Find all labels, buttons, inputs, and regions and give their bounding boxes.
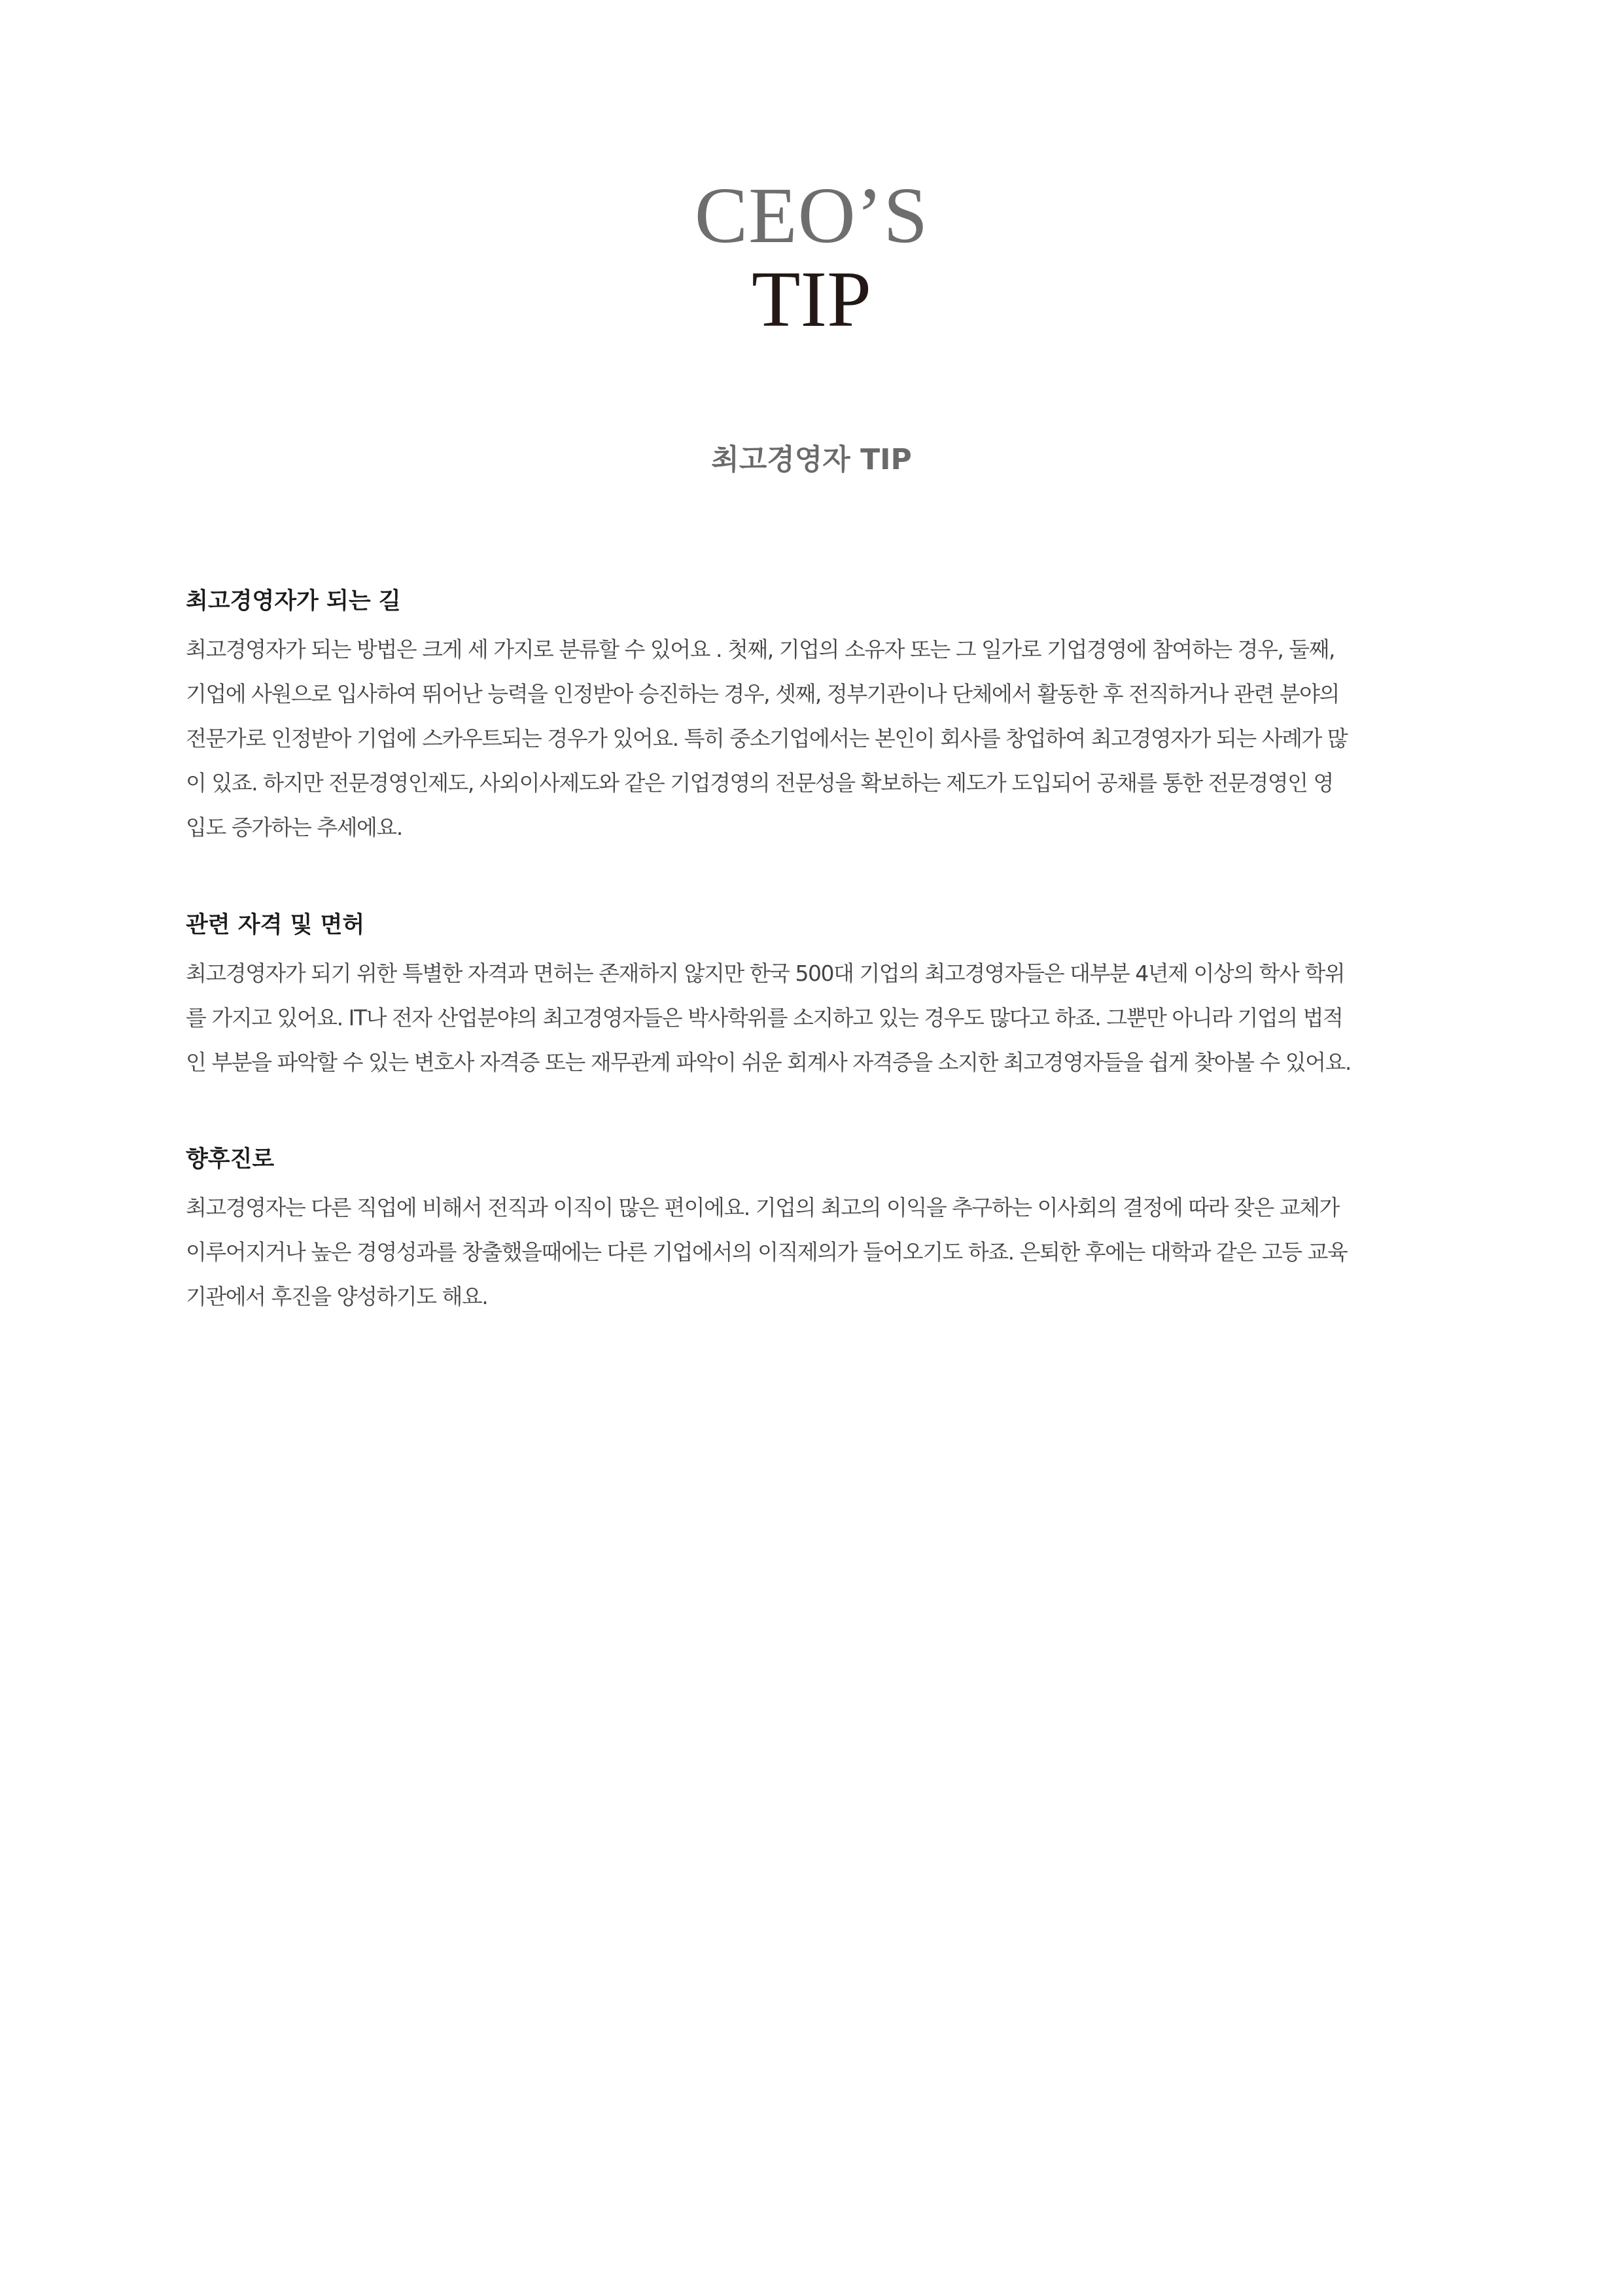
section-body: 최고경영자가 되는 방법은 크게 세 가지로 분류할 수 있어요 . 첫째, 기업의 소유자 또는 그 일가로 기업경영에 참여하는 경우, 둘째, 기업에 사원으로 입사하여 뛰어난 능력을 인정받아 승진하는 경우, 셋째, 정부기관이나 단체에서 활동한 후 전직하거나 관련 분야의 전문가로 인정받아 기업에 스카우트되는 경우가 있어요. 특히 중소기업에서는 본인이 회사를 창업하여 최고경영자가 되는 사례가 많 이 있죠. 하지만 전문경영인제도, 사외이사제도와 같은 기업경영의 전문성을 확보하는 제도가 도입되어 공채를 통한 전문경영인 영 입도 증가하는 추세에요. bbox=[186, 637, 1348, 840]
section-heading: 관련 자격 및 면허 bbox=[186, 912, 365, 938]
section-qualifications bbox=[186, 908, 1448, 1085]
page-subtitle: 최고경영자 TIP bbox=[711, 443, 912, 476]
section-path-to-ceo bbox=[186, 584, 1448, 850]
section-body: 최고경영자가 되기 위한 특별한 자격과 면허는 존재하지 않지만 한국 500대 기업의 최고경영자들은 대부분 4년제 이상의 학사 학위 를 가지고 있어요. IT나 전자 산업분야의 최고경영자들은 박사학위를 소지하고 있는 경우도 많다고 하죠. 그뿐만 아니라 기업의 법적 인 부분을 파악할 수 있는 변호사 자격증 또는 재무관계 파악이 쉬운 회계사 자격증을 소지한 최고경영자들을 쉽게 찾아볼 수 있어요. bbox=[186, 961, 1351, 1075]
section-career-path bbox=[186, 1142, 1448, 1319]
section-heading: 향후진로 bbox=[186, 1146, 275, 1173]
header-title-ceos: CEO’S bbox=[694, 171, 929, 260]
section-body: 최고경영자는 다른 직업에 비해서 전직과 이직이 많은 편이에요. 기업의 최고의 이익을 추구하는 이사회의 결정에 따라 잦은 교체가 이루어지거나 높은 경영성과를 창출했을때에는 다른 기업에서의 이직제의가 들어오기도 하죠. 은퇴한 후에는 대학과 같은 고등 교육 기관에서 후진을 양성하기도 해요. bbox=[186, 1195, 1348, 1309]
section-heading: 최고경영자가 되는 길 bbox=[186, 588, 401, 614]
header-title-tip: TIP bbox=[752, 255, 871, 344]
